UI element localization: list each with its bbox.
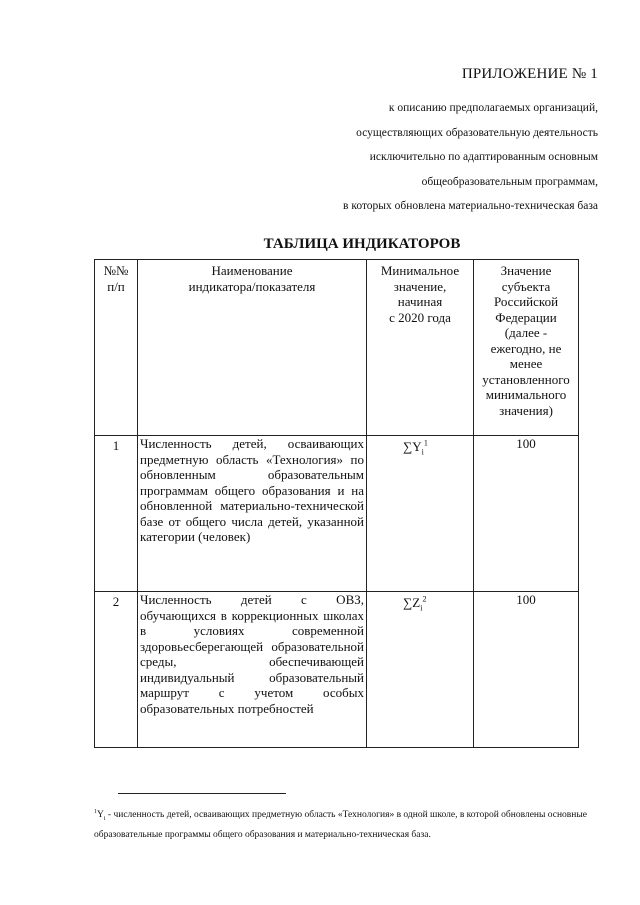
formula-subscript: i bbox=[421, 447, 424, 457]
footnote-reference: 1 bbox=[423, 439, 428, 448]
column-header-subject-value bbox=[474, 260, 579, 436]
indicator-formula bbox=[367, 436, 474, 592]
indicator-value: 100 bbox=[474, 592, 579, 748]
subtitle-line: исключительно по адаптированным основным bbox=[369, 151, 598, 163]
indicator-formula bbox=[367, 592, 474, 748]
footnote bbox=[94, 804, 598, 843]
appendix-subtitle bbox=[343, 96, 598, 219]
column-header-subject-value-text: Значение субъекта Российской Федерации (далее - ежегодно, не менее установленного минимального значения) bbox=[482, 263, 570, 418]
table-row bbox=[95, 436, 579, 592]
appendix-title: ПРИЛОЖЕНИЕ № 1 bbox=[461, 66, 598, 82]
indicator-value: 100 bbox=[474, 436, 579, 592]
column-header-number bbox=[95, 260, 138, 436]
indicators-table bbox=[94, 259, 579, 748]
column-header-minimum bbox=[367, 260, 474, 436]
subtitle-line: осуществляющих образовательную деятельность bbox=[356, 126, 598, 139]
column-header-name bbox=[138, 260, 367, 436]
formula-subscript: i bbox=[420, 603, 423, 613]
subtitle-line: в которых обновлена материально-техническая база bbox=[343, 200, 598, 212]
row-number: 2 bbox=[95, 592, 138, 748]
footnote-symbol-subscript: i bbox=[103, 816, 106, 823]
subtitle-line: общеобразовательным программам, bbox=[421, 175, 598, 188]
indicator-name: Численность детей, осваивающих предметную область «Технология» по обновленным образовательным программам общего образования и на обновленной материально-технической базе от общего числа детей, указанной категории (человек) bbox=[138, 436, 367, 592]
table-header-row bbox=[95, 260, 579, 436]
table-title: ТАБЛИЦА ИНДИКАТОРОВ bbox=[263, 236, 461, 252]
table-row bbox=[95, 592, 579, 748]
footnote-marker: 1 bbox=[94, 809, 97, 815]
column-header-minimum-text: Минимальное значение, начиная с 2020 года bbox=[380, 263, 460, 325]
subtitle-line: к описанию предполагаемых организаций, bbox=[388, 102, 598, 114]
footnote-separator bbox=[118, 793, 286, 794]
indicator-name: Численность детей с ОВЗ, обучающихся в коррекционных школах в условиях современной здоровьесберегающей образовательной среды, обеспечивающей индивидуальный образовательный маршрут с учетом особых образовательных потребностей bbox=[138, 592, 367, 748]
footnote-reference: 2 bbox=[422, 595, 427, 604]
column-header-number-text: №№ п/п bbox=[103, 263, 129, 294]
row-number: 1 bbox=[95, 436, 138, 592]
footnote-text: - численность детей, осваивающих предметную область «Технология» в одной школе, в которой обновлены основные образовательные программы общего образования и материально-техническая база. bbox=[94, 810, 587, 841]
formula-symbol: ∑Y bbox=[403, 439, 422, 455]
formula-symbol: ∑Z bbox=[403, 595, 421, 611]
footnote-symbol: Y bbox=[97, 810, 104, 821]
column-header-name-text: Наименование индикатора/показателя bbox=[188, 263, 316, 294]
